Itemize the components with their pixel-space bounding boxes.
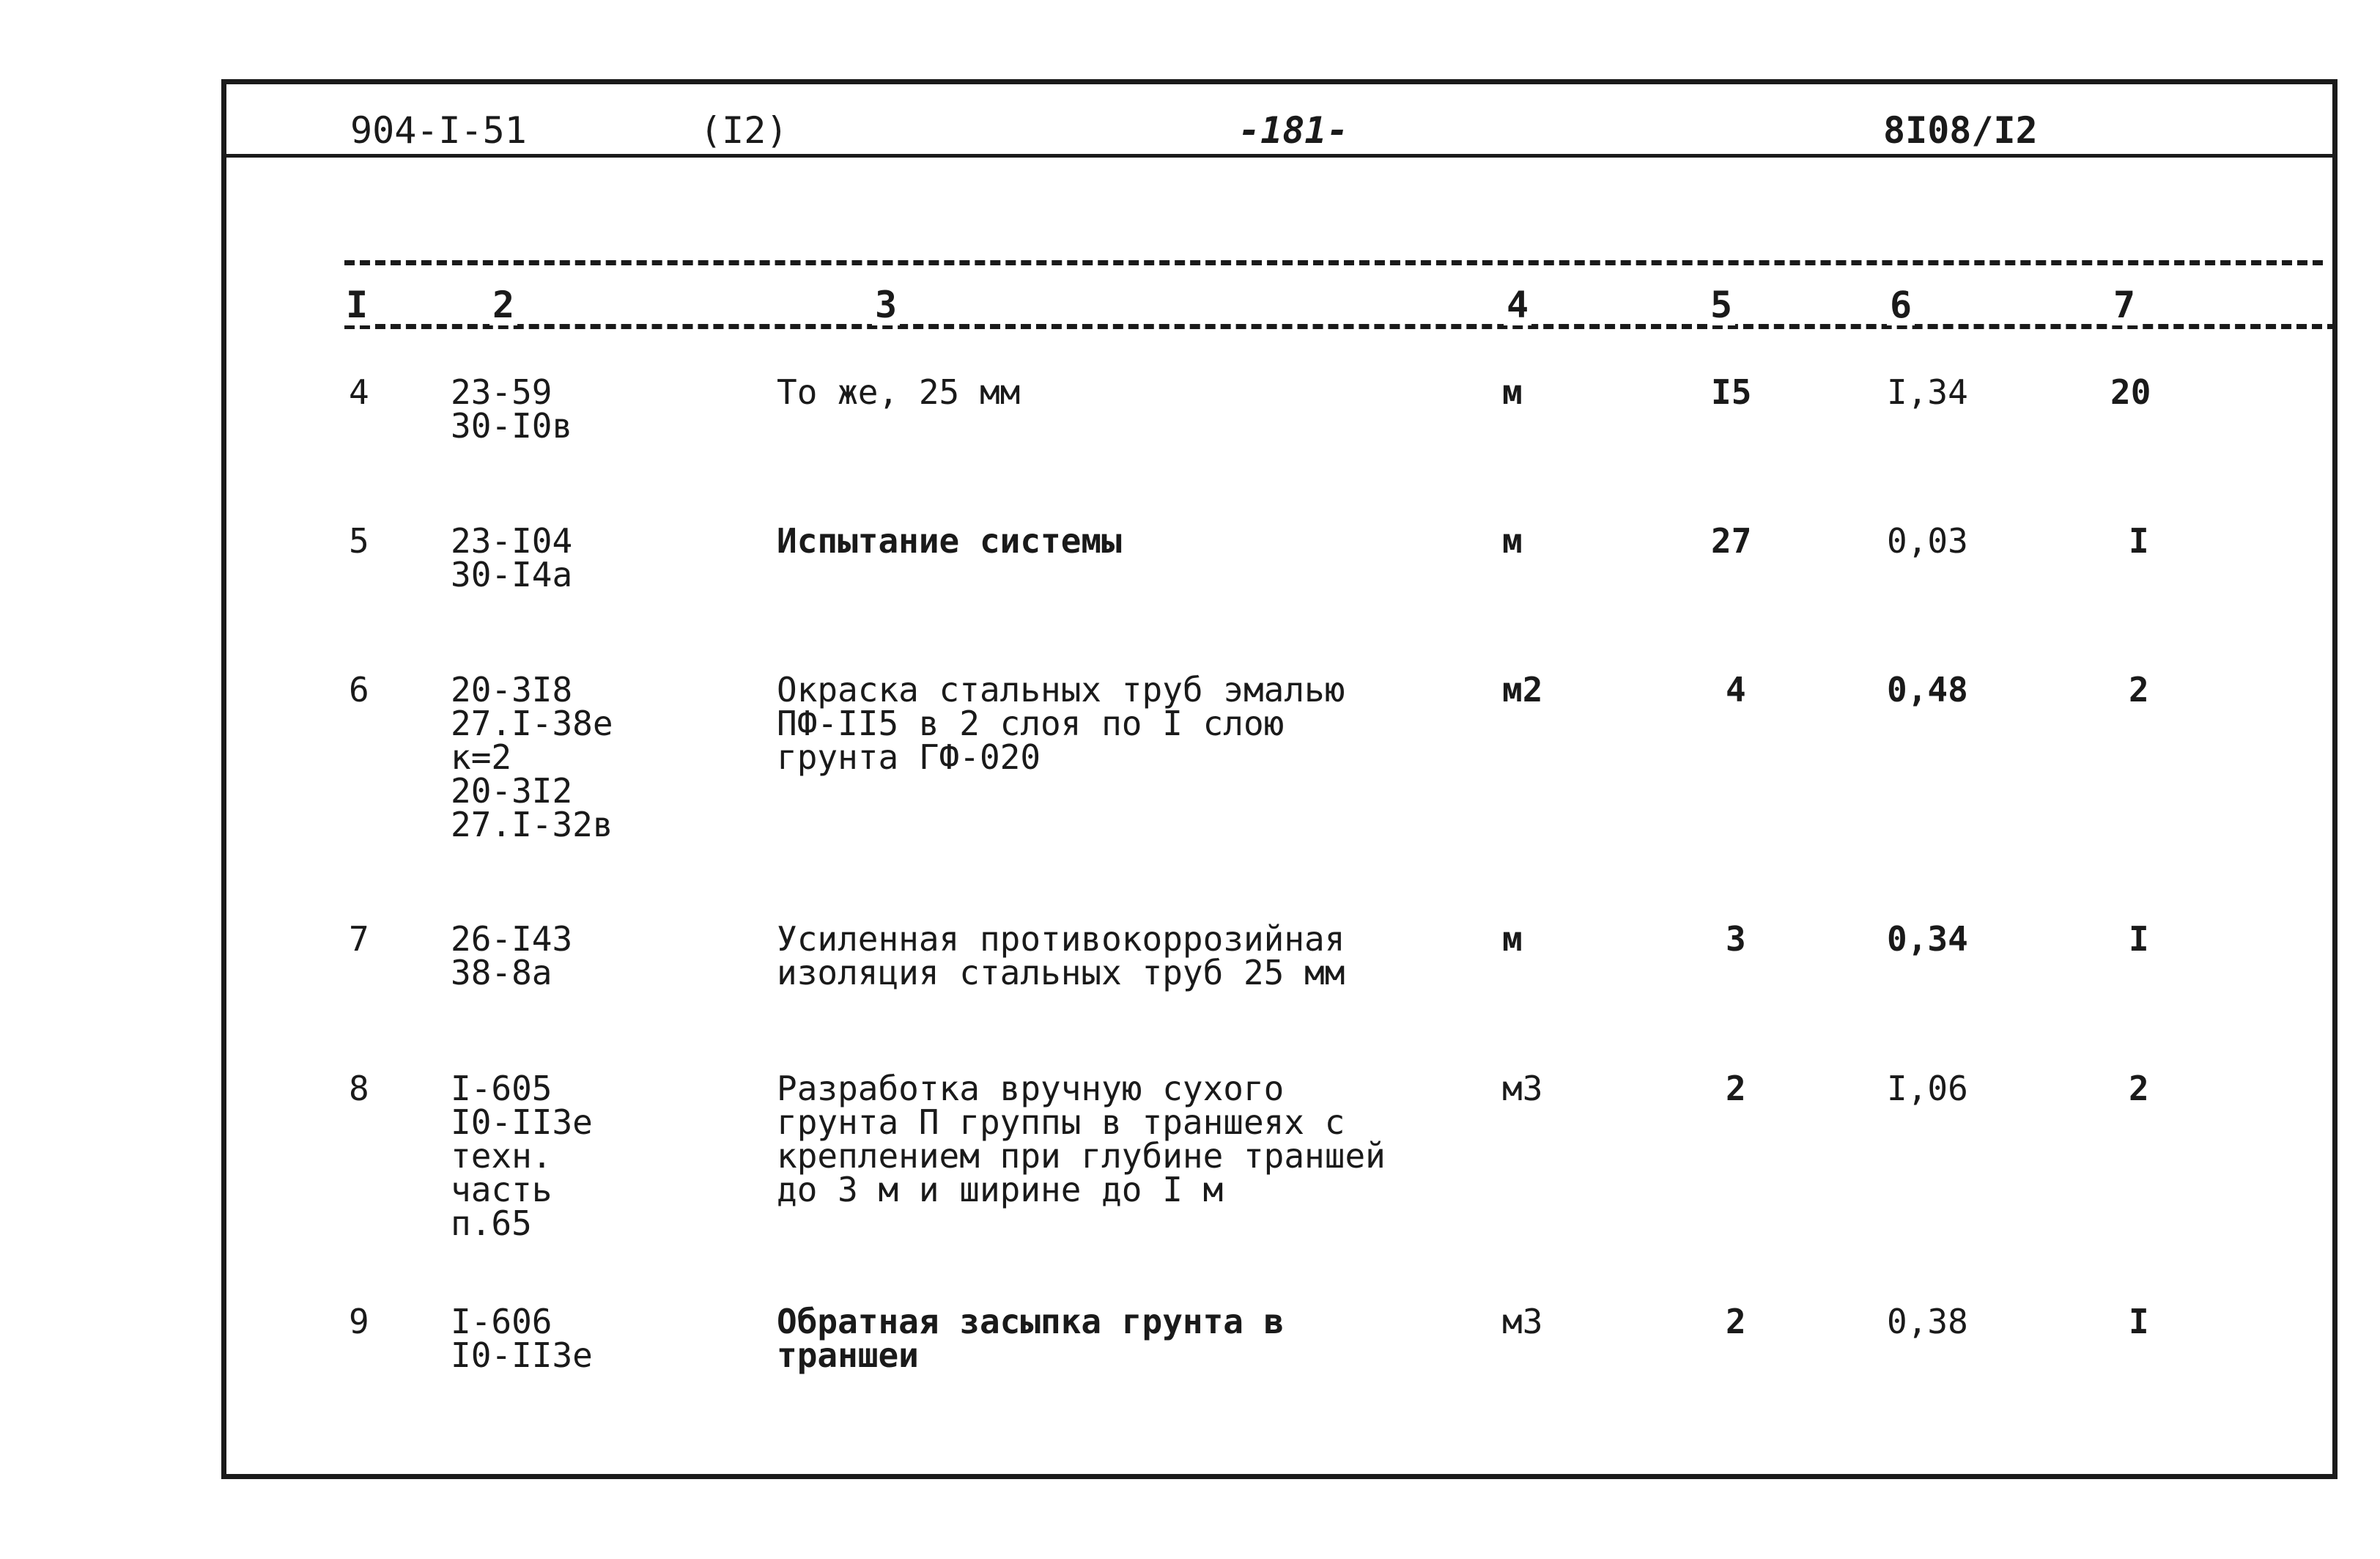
document-number: (I2) bbox=[700, 109, 788, 152]
column-header-4: 4 bbox=[1504, 284, 1531, 325]
reference-code: 8I08/I2 bbox=[1883, 109, 2038, 152]
norm-code: 20-3I8 27.I-38е к=2 20-3I2 27.I-32в bbox=[451, 670, 613, 844]
quantity: I5 bbox=[1711, 372, 1752, 412]
quantity: 3 bbox=[1726, 919, 1746, 959]
row-number: 5 bbox=[349, 521, 369, 561]
document-code: 904-I-51 bbox=[350, 109, 527, 152]
total-value: 2 bbox=[2129, 670, 2149, 710]
total-value: I bbox=[2129, 1302, 2149, 1341]
norm-value: I,34 bbox=[1887, 372, 1968, 412]
row-number: 7 bbox=[349, 919, 369, 959]
unit: м3 bbox=[1502, 1069, 1543, 1108]
quantity: 27 bbox=[1711, 521, 1752, 561]
unit: м bbox=[1502, 372, 1523, 412]
column-header-2: 2 bbox=[489, 284, 517, 325]
work-description: Усиленная противокоррозийная изоляция стальных труб 25 мм bbox=[777, 919, 1345, 992]
header-rule bbox=[221, 154, 2338, 158]
column-header-1: I bbox=[343, 284, 371, 325]
norm-value: 0,34 bbox=[1887, 919, 1968, 959]
norm-value: 0,03 bbox=[1887, 521, 1968, 561]
column-header-3: 3 bbox=[872, 284, 900, 325]
total-value: 2 bbox=[2129, 1069, 2149, 1108]
page-number: -181- bbox=[1238, 109, 1349, 152]
row-number: 4 bbox=[349, 372, 369, 412]
unit: м3 bbox=[1502, 1302, 1543, 1341]
work-description: Испытание системы bbox=[777, 521, 1122, 561]
column-header-5: 5 bbox=[1707, 284, 1735, 325]
total-value: I bbox=[2129, 521, 2149, 561]
row-number: 8 bbox=[349, 1069, 369, 1108]
total-value: 20 bbox=[2110, 372, 2151, 412]
table-header-rule bbox=[344, 324, 2338, 329]
table-top-rule bbox=[344, 260, 2323, 265]
unit: м bbox=[1502, 919, 1523, 959]
column-header-7: 7 bbox=[2110, 284, 2138, 325]
column-header-6: 6 bbox=[1887, 284, 1915, 325]
norm-code: I-606 I0-II3е bbox=[451, 1302, 593, 1375]
row-number: 6 bbox=[349, 670, 369, 710]
norm-value: 0,48 bbox=[1887, 670, 1968, 710]
unit: м bbox=[1502, 521, 1523, 561]
work-description: То же, 25 мм bbox=[777, 372, 1021, 412]
norm-code: 23-I04 30-I4а bbox=[451, 521, 573, 594]
norm-code: I-605 I0-II3е техн. часть п.65 bbox=[451, 1069, 593, 1243]
unit: м2 bbox=[1502, 670, 1543, 710]
work-description: Обратная засыпка грунта в траншеи bbox=[777, 1302, 1285, 1375]
quantity: 2 bbox=[1726, 1069, 1746, 1108]
norm-code: 23-59 30-I0в bbox=[451, 372, 573, 446]
row-number: 9 bbox=[349, 1302, 369, 1341]
work-description: Окраска стальных труб эмалью ПФ-II5 в 2 слоя по I слою грунта ГФ-020 bbox=[777, 670, 1345, 777]
quantity: 2 bbox=[1726, 1302, 1746, 1341]
quantity: 4 bbox=[1726, 670, 1746, 710]
norm-value: 0,38 bbox=[1887, 1302, 1968, 1341]
work-description: Разработка вручную сухого грунта П группы в траншеях с креплением при глубине траншей до 3 м и ширине до I м bbox=[777, 1069, 1386, 1209]
total-value: I bbox=[2129, 919, 2149, 959]
norm-code: 26-I43 38-8а bbox=[451, 919, 573, 992]
norm-value: I,06 bbox=[1887, 1069, 1968, 1108]
